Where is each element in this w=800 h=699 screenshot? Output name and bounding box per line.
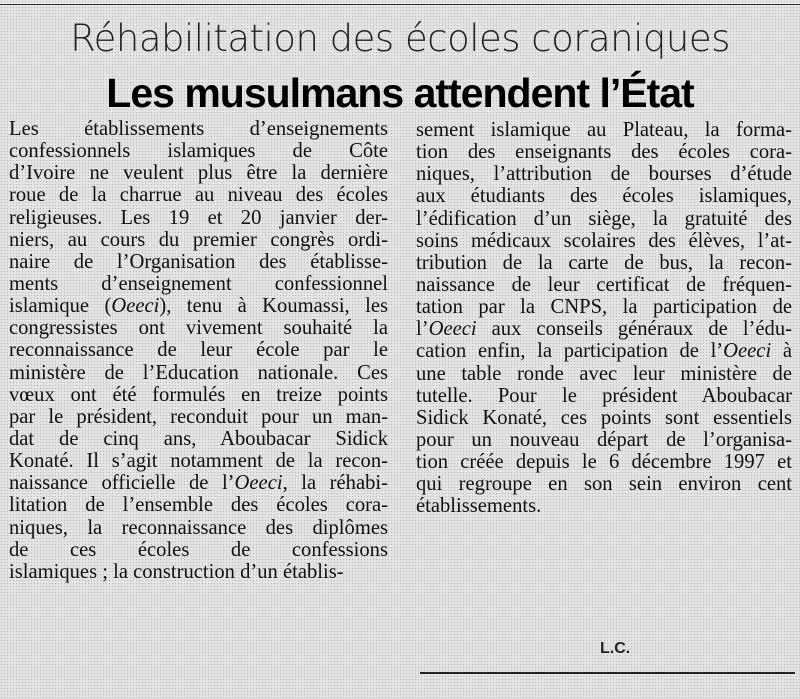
text-line: une table ronde avec leur ministère de: [416, 362, 792, 385]
text-line: niques, la reconnaissance des diplômes: [9, 516, 388, 539]
top-rule: [0, 4, 800, 5]
text-line: soins médicaux scolaires des élèves, l’at-: [416, 229, 792, 252]
text-line: tation par la CNPS, la participation de: [416, 296, 792, 319]
article-column-right: [416, 119, 792, 518]
text-line: dat de cinq ans, Aboubacar Sidick: [9, 427, 388, 450]
text-line: reconnaissance de leur école par le: [9, 339, 388, 362]
article-kicker: Réhabilitation des écoles coraniques: [70, 17, 730, 60]
text-line: Konaté. Il s’agit notamment de la recon-: [9, 450, 388, 473]
text-line: tion créée depuis le 6 décembre 1997 et: [416, 451, 792, 474]
text-line: pour un nouveau départ de l’organisa-: [416, 428, 792, 451]
text-line: religieuses. Les 19 et 20 janvier der-: [9, 206, 388, 229]
text-line: roue de la charrue au niveau des écoles: [9, 184, 388, 207]
text-line: ministère de l’Education nationale. Ces: [9, 361, 388, 384]
text-line: tion des enseignants des écoles cora-: [416, 141, 792, 164]
text-line: naire de l’Organisation des établisse-: [9, 250, 388, 273]
text-line: d’Ivoire ne veulent plus être la dernière: [9, 162, 388, 185]
text-line: naissance officielle de l’Oeeci, la réhabi-: [9, 472, 388, 495]
text-line: aux étudiants des écoles islamiques,: [416, 185, 792, 208]
text-line: tribution de la carte de bus, la recon-: [416, 251, 792, 274]
text-line: par le président, reconduit pour un man-: [9, 405, 388, 428]
article-column-left: [9, 118, 388, 583]
text-line: niques, l’attribution de bourses d’étude: [416, 163, 792, 186]
text-line: l’Oeeci aux conseils généraux de l’édu-: [416, 318, 792, 341]
text-line: tutelle. Pour le président Aboubacar: [416, 384, 792, 407]
text-line: établissements.: [416, 495, 542, 518]
text-line: Sidick Konaté, ces points sont essentiels: [416, 406, 792, 429]
text-line: ments d’enseignement confessionnel: [9, 272, 388, 295]
text-line: qui regroupe en son sein environ cent: [416, 473, 792, 496]
text-line: de ces écoles de confessions: [9, 538, 388, 561]
text-line: vœux ont été formulés en treize points: [9, 383, 388, 406]
text-line: congressistes ont vivement souhaité la: [9, 317, 388, 340]
text-line: Les établissements d’enseignements: [9, 118, 388, 140]
bottom-rule: [420, 672, 795, 674]
text-line: sement islamique au Plateau, la forma-: [416, 119, 792, 141]
text-line: confessionnels islamiques de Côte: [9, 140, 388, 163]
text-line: cation enfin, la participation de l’Oeeci à: [416, 340, 792, 363]
article-headline: Les musulmans attendent l’État: [106, 70, 694, 116]
author-signature: L.C.: [600, 640, 631, 657]
text-line: litation de l’ensemble des écoles cora-: [9, 494, 388, 517]
text-line: islamiques ; la construction d’un établis-: [9, 560, 344, 583]
text-line: naissance de leur certificat de fréquen-: [416, 273, 792, 296]
text-line: islamique (Oeeci), tenu à Koumassi, les: [9, 295, 388, 318]
text-line: niers, au cours du premier congrès ordi-: [9, 228, 388, 251]
text-line: l’édification d’un siège, la gratuité des: [416, 207, 792, 230]
